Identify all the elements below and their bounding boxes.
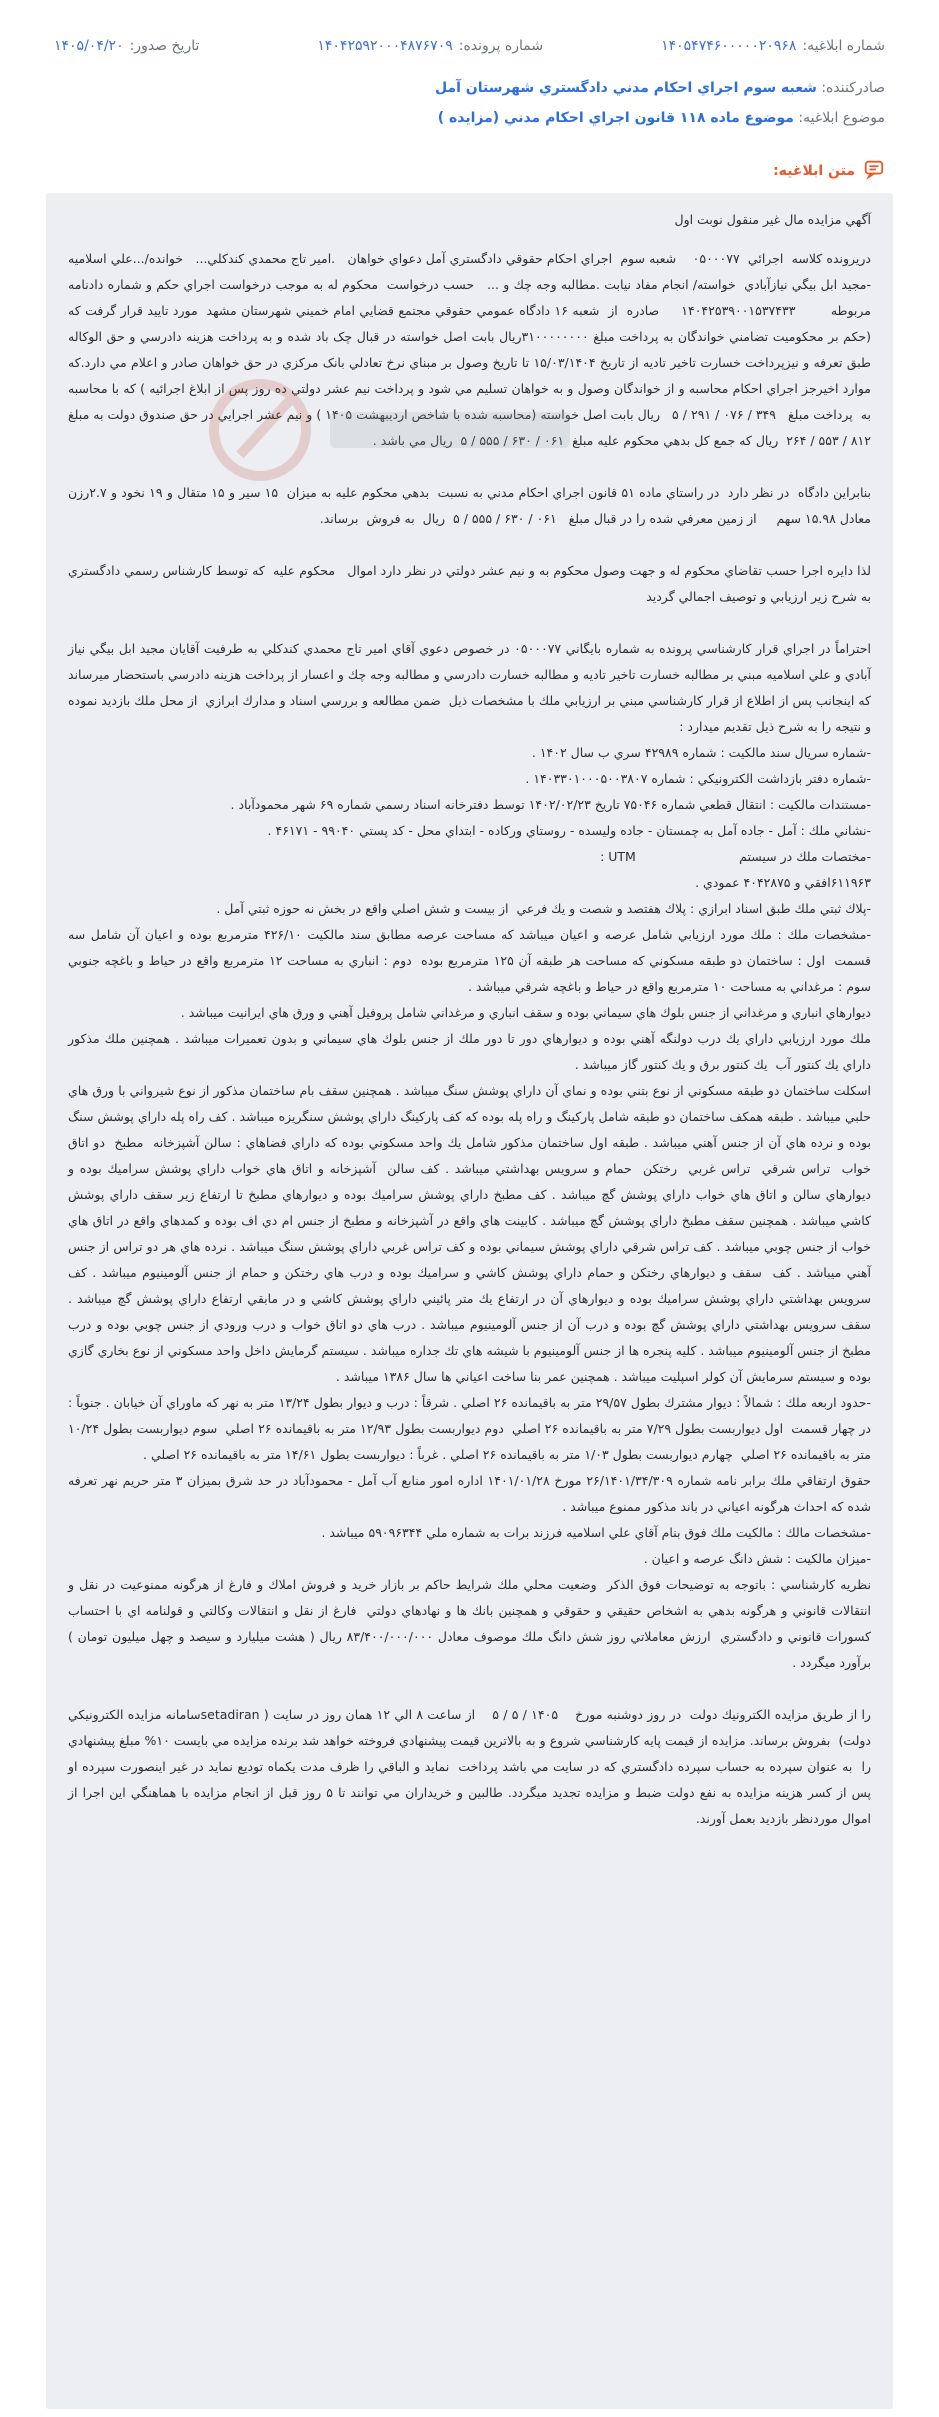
notice-number-value: ۱۴۰۵۴۷۴۶۰۰۰۰۰۲۰۹۶۸ <box>661 38 797 54</box>
notice-paragraph <box>68 1676 871 1689</box>
issue-date <box>54 38 199 54</box>
notice-paragraph <box>68 467 871 480</box>
sender-value: شعبه سوم اجراي احكام مدني دادگستري شهرستان آمل <box>434 80 817 96</box>
message-icon <box>863 158 885 184</box>
notice-paragraph: ديوارهاي انباري و مرغداني از جنس بلوك هاي سيماني بوده و سقف انباري و مرغداني شامل پروفيل آهني و ورق هاي ايرانيت ميباشد . <box>180 1005 871 1020</box>
notice-paragraph: اسكلت ساختمان دو طبقه مسكوني از نوع بتني بوده و نماي آن داراي پوشش سنگ ميباشد . همچنين سقف بام ساختمان مذكور از نوع شيرواني با ورق هاي حلبي ميباشد . طبقه همكف ساختمان دو طبقه شامل پاركينگ و راه پله بوده كه كف پاركينگ داراي پوشش سنگريزه ميباشد . كف راه پله داراي پوشش سنگ بوده و نرده هاي آن از جنس آهني ميباشد . طبقه اول ساختمان مذكور شامل يك واحد مسكوني بوده كه داراي فضاهاي : سالن آشپزخانه مطبخ دو اتاق خواب تراس شرقي تراس غربي رختكن حمام و سرويس بهداشتي ميباشد . كف سالن آشپزخانه و اتاق هاي خواب داراي پوشش سراميك بوده و ديوارهاي سالن و اتاق هاي خواب داراي پوشش گچ ميباشد . كف مطبخ داراي پوشش سراميك بوده و ديوارهاي مطبخ تا ارتفاع زير سقف داراي پوشش كاشي ميباشد . همچنين سقف مطبخ داراي پوشش گچ ميباشد . كابينت هاي واقع در آشپزخانه و مطبخ از جنس ام دي اف بوده و كمدهاي واقع در اتاق هاي خواب از جنس چوبي ميباشد . كف تراس شرقي داراي پوشش سيماني بوده و كف تراس غربي داراي پوشش سنگ ميباشد . نرده هاي هر دو تراس از جنس آهني ميباشد . كف سقف و ديوارهاي رختكن و حمام داراي پوشش كاشي و سراميك بوده و درب هاي رختكن و حمام از جنس آلومينيوم ميباشد . كف سرويس بهداشتي داراي پوشش سراميك بوده و ديوارهاي آن در ارتفاع يك متر پائيني داراي پوشش كاشي و در مابقي ارتفاع داراي پوشش گچ ميباشد . سقف سرويس بهداشتي داراي پوشش گچ بوده و درب آن از جنس آلومينيوم ميباشد . درب هاي دو اتاق خواب و درب ورودي از جنس چوبي بوده و درب مطبخ از جنس آلومينيوم ميباشد . كليه پنجره ها از جنس آلومينيوم با شيشه هاي تك جداره ميباشد . سيستم گرمايش داخل واحد مسكوني از نوع بخاري گازي بوده و سيستم سرمايش آن كولر اسپليت ميباشد . همچنين عمر بنا ساخت اعياني ها سال ۱۳۸۶ ميباشد . <box>64 1083 871 1384</box>
sender-row <box>54 80 885 96</box>
sender-label: صادرکننده: <box>821 80 885 96</box>
case-number-label: شماره پرونده: <box>458 38 544 54</box>
notice-paragraph: لذا دايره اجرا حسب تقاضاي محكوم له و جهت وصول محكوم به و نيم عشر دولتي در نظر دارد اموال محكوم عليه كه توسط كارشناس رسمي دادگستري به شرح زير ارزيابي و توصيف اجمالي گرديد <box>64 563 871 604</box>
notice-paragraph <box>68 1689 871 1702</box>
notice-paragraph: -نشاني ملك : آمل - جاده آمل به چمستان - جاده وليسده - روستاي وركاده - ابتداي محل - كد پستي ۹۹۰۴۰ - ۴۶۱۷۱ . <box>267 823 871 838</box>
notice-paragraph: نظريه كارشناسي : باتوجه به توضيحات فوق الذكر وضعيت محلي ملك شرايط حاكم بر بازار خريد و فروش املاك و فارغ از هرگونه ممنوعيت در نقل و انتقالات قانوني و هرگونه بدهي به اشخاص حقيقي و حقوقي و همچنين بانك ها و نهادهاي دولتي فارغ از نقل و انتقالات وكالتي و قولنامه اي با احتساب كسورات قانوني و دادگستري ارزش معاملاتي روز شش دانگ ملك موصوف معادل ۸۳/۴۰۰/۰۰۰/۰۰۰ ريال ( هشت ميليارد و سيصد و چهل ميليون تومان ) برآورد ميگردد . <box>64 1577 872 1670</box>
notice-paragraph: -مشخصات مالك : مالكيت ملك فوق بنام آقاي علي اسلاميه فرزند برات به شماره ملي ۵۹۰۹۶۳۴۴ ميباشد . <box>321 1525 871 1540</box>
notice-paragraph: -پلاك ثبتي ملك طبق اسناد ابرازي : پلاك هفتصد و شصت و يك فرعي از بيست و شش اصلي واقع در بخش نه حوزه ثبتي آمل . <box>216 901 871 916</box>
notice-paragraph <box>68 623 871 636</box>
notice-paragraph: -مشخصات ملك : ملك مورد ارزيابي شامل عرصه و اعيان ميباشد كه مساحت عرصه مطابق سند مالكيت ۴۲۶/۱۰ مترمربع بوده و اعيان آن شامل سه قسمت اول : ساختمان دو طبقه مسكوني كه مساحت هر طبقه آن ۱۲۵ مترمربع بوده دوم : انباري به مساحت ۱۲ مترمربع واقع در حياط و باغچه جنوبي سوم : مرغداني به مساحت ۱۰ مترمربع واقع در حياط و باغچه شرقي ميباشد . <box>60 927 871 994</box>
subject-row <box>54 110 885 126</box>
notice-paragraph <box>68 454 871 467</box>
notice-paragraph <box>68 233 871 246</box>
notice-paragraph: -ميزان مالكيت : شش دانگ عرصه و اعيان . <box>643 1551 871 1566</box>
notice-paragraph <box>68 532 871 545</box>
notice-paragraph <box>68 545 871 558</box>
notice-paragraph: -شماره دفتر بازداشت الكترونيكي : شماره ۱۴۰۳۳۰۱۰۰۰۵۰۰۳۸۰۷ . <box>525 771 871 786</box>
notice-paragraph: ملك مورد ارزيابي داراي يك درب دولنگه آهني بوده و ديوارهاي دور تا دور ملك از جنس بلوك هاي سيماني و بدون تعميرات ميباشد . همچنين ملك مذكور داراي يك كنتور آب يك كنتور برق و يك كنتور گاز ميباشد . <box>64 1031 871 1072</box>
issue-date-value: ۱۴۰۵/۰۴/۲۰ <box>54 38 124 54</box>
notice-paragraph: دريرونده كلاسه اجرائي ۰۵۰۰۰۷۷ شعبه سوم اجراي احكام حقوقي دادگستري آمل دعواي خواهان .امير تاج محمدي كندكلي... خوانده/...علي اسلاميه -مجيد ابل بيگي نيازآبادي خواسته/ انجام مفاد نيابت .مطالبه وجه چك و ... حسب درخواست محكوم له به موجب درخواست اجراي حكم و شماره دادنامه مربوطه ۱۴۰۴۲۵۳۹۰۰۱۵۳۷۴۳۳ صادره از شعبه ۱۶ دادگاه عمومي حقوقي مجتمع قضايي امام خميني شهرستان مشهد مورد تاييد قرار گرفت كه (حكم بر محكوميت تضامني خواندگان به پرداخت مبلغ ۳۱۰۰۰۰۰۰۰۰ريال بابت اصل خواسته در قبال چک باد شده و به پرداخت هزينه دادرسي و حق الوكاله طبق تعرفه و نيزپرداخت خسارت تاخير تاديه از تاريخ ۱۵/۰۳/۱۴۰۴ تا تاريخ وصول بر مبناي نرخ تعادلي بانک مركزي در حق خواهان صادر و اعلام مي دارد.كه موارد اخيرجز اجراي احكام محاسبه و از خواندگان وصول و به خواهان تسليم مي شود و پرداخت نيم عشر دولتي ده روز پس از ابلاغ اجرائيه ) كه با محاسبه به پرداخت مبلغ ۳۴۹ / ۰۷۶ / ۲۹۱ / ۵ ريال بابت اصل خواسته (محاسبه شده با شاخص ارديبهشت ۱۴۰۵ ) و نيم عشر اجرايي در حق صندوق دولت به مبلغ ۸۱۲ / ۵۵۳ / ۲۶۴ ريال كه جمع كل بدهي محكوم عليه مبلغ ۰۶۱ / ۶۳۰ / ۵۵۵ / ۵ ريال مي باشد . <box>60 251 871 448</box>
notice-paragraph: احتراماً در اجراي قرار كارشناسي پرونده به شماره بايگاني ۰۵۰۰۰۷۷ در خصوص دعوي آقاي امير تاج محمدي كندكلي به طرفيت آقايان مجيد ابل بيگي نياز آبادي و علي اسلاميه مبني بر مطالبه خسارت تاخير تاديه و مطالبه خسارت دادرسي و مطالبه وجه چك و اعسار از پرداخت هزينه دادرسي باستحضار ميرساند كه اينجانب پس از اطلاع از قرار كارشناسي مبني بر ارزيابي ملك با مشخصات ذيل ضمن مطالعه و بررسي اسناد و مدارك ابرازي از محل ملك بازديد نموده و نتيجه را به شرح ذيل تقديم ميدارد : <box>64 641 871 734</box>
notice-paragraph: ۶۱۱۹۶۳افقي و ۴۰۴۲۸۷۵ عمودي . <box>695 875 871 890</box>
notice-number <box>661 38 885 54</box>
notice-paragraph: بنابراين دادگاه در نظر دارد در راستاي ماده ۵۱ قانون اجراي احكام مدني به نسبت بدهي محكوم عليه به ميزان ۱۵ سير و ۱۵ متقال و ۱۹ نخود و ۲.۷رزن معادل ۱۵.۹۸ سهم از زمين معرفي شده را در قبال مبلغ ۰۶۱ / ۶۳۰ / ۵۵۵ / ۵ ريال به فروش برساند. <box>64 485 872 526</box>
notice-paragraph: -مختصات ملك در سيستم UTM : <box>600 849 871 864</box>
subject-value: موضوع ماده ۱۱۸ قانون اجراي احكام مدني (مزايده ) <box>437 110 794 126</box>
notice-meta-bar <box>54 38 885 54</box>
case-number <box>317 38 543 54</box>
notice-paragraph <box>68 610 871 623</box>
notice-paragraph: را از طريق مزايده الكترونيك دولت در روز دوشنبه مورخ ۱۴۰۵ / ۵ / ۵ از ساعت ۸ الي ۱۲ همان روز در سايت ( setadiranسامانه مزايده الكترونيكي دولت) بفروش برساند. مزايده از قيمت پايه كارشناسي شروع و به بالاترين قيمت پيشنهادي فروخته خواهد شد برنده مزايده مي بايست ۱۰% مبلغ پيشنهادي را به عنوان سپرده به حساب سپرده دادگستري كه در سايت مي باشد پرداخت نمايد و الباقي را ظرف مدت يكماه توديع نمايد در غير اينصورت سپرده او پس از كسر هزينه مزايده به نفع دولت ضبط و مزايده تجديد ميگردد. طالبين و خريداران مي توانند تا ۵ روز قبل از انجام مزايده با هماهنگي اين اجرا از اموال موردنظر بازديد بعمل آورند. <box>64 1707 872 1826</box>
notice-paragraph: -حدود اربعه ملك : شمالاً : ديوار مشترك بطول ۲۹/۵۷ متر به باقيمانده ۲۶ اصلي . شرقاً : درب و ديوار بطول ۱۳/۲۴ متر به نهر كه ماوراي آن خيابان . جنوباً : در چهار قسمت اول ديواربست بطول ۷/۲۹ متر به باقيمانده ۲۶ اصلي دوم ديواربست بطول ۱۲/۹۳ متر به باقيمانده ۲۶ اصلي سوم ديواربست بطول ۱۰/۲۴ متر به باقيمانده ۲۶ اصلي چهارم ديواربست بطول ۱/۰۳ متر به باقيمانده ۲۶ اصلي . غرباً : ديواربست بطول ۱۴/۶۱ متر به باقيمانده ۲۶ اصلي . <box>64 1395 871 1462</box>
notice-text-box <box>46 193 893 2409</box>
notice-paragraph: -شماره سريال سند مالكيت : شماره ۴۲۹۸۹ سري ب سال ۱۴۰۲ . <box>531 745 871 760</box>
subject-label: موضوع ابلاغیه: <box>798 110 885 126</box>
notice-number-label: شماره ابلاغیه: <box>802 38 885 54</box>
notice-paragraph: -مستندات مالكيت : انتقال قطعي شماره ۷۵۰۴۶ تاريخ ۱۴۰۲/۰۲/۲۳ توسط دفترخانه اسناد رسمي شماره ۶۹ شهر محمودآباد . <box>230 797 871 812</box>
case-number-value: ۱۴۰۴۲۵۹۲۰۰۰۴۸۷۶۷۰۹ <box>317 38 453 54</box>
notice-text-title: متن ابلاغیه: <box>773 163 855 179</box>
notice-paragraph: آگهي مزايده مال غير منقول نوبت اول <box>674 212 871 227</box>
issue-date-label: تاریخ صدور: <box>129 38 200 54</box>
notice-paragraph: حقوق ارتفاقي ملك برابر نامه شماره ۲۶/۱۴۰۱/۳۴/۳۰۹ مورخ ۱۴۰۱/۰۱/۲۸ اداره امور منابع آب آمل - محمودآباد در حد شرق بميزان ۳ متر حريم نهر تعرفه شده كه احداث هرگونه اعياني در باند مذكور ممنوع ميباشد . <box>64 1473 871 1514</box>
notice-text-heading <box>773 158 885 184</box>
